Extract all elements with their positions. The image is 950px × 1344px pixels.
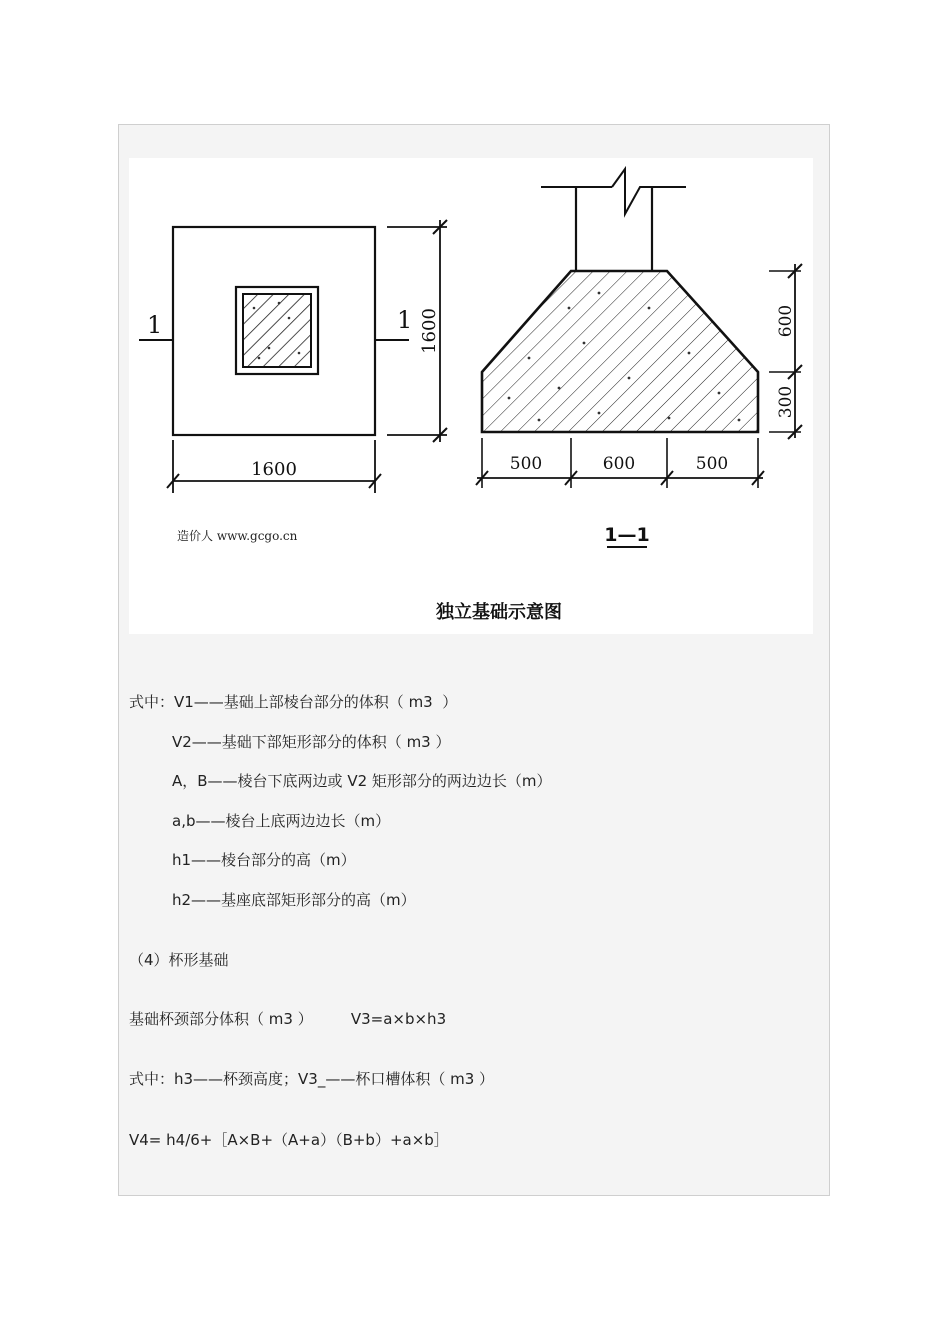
formula-note-ab: A，B——棱台下底两边或 V2 矩形部分的两边边长（m）: [172, 772, 552, 790]
content-panel: [118, 124, 830, 1196]
section-view: [476, 169, 802, 547]
dim-500-right: 500: [695, 454, 729, 474]
plan-width-dim: 1600: [251, 459, 297, 480]
section-mark-left: 1: [147, 311, 163, 339]
watermark: 造价人 www.gcgo.cn: [177, 529, 298, 543]
figure-caption: 独立基础示意图: [436, 602, 562, 623]
dim-500-left: 500: [509, 454, 543, 474]
formula-note-h3: 式中：h3——杯颈高度；V3_——杯口槽体积（ m3 ）: [129, 1070, 495, 1088]
column-hatch: [243, 294, 311, 367]
section-heading-cup-foundation: （4）杯形基础: [129, 951, 229, 969]
formula-note-v2: V2——基础下部矩形部分的体积（ m3 ）: [172, 733, 451, 751]
formula-note-h1: h1——棱台部分的高（m）: [172, 851, 356, 869]
section-mark-right: 1: [397, 306, 413, 334]
dim-600-bottom: 600: [602, 454, 636, 474]
plan-view: [139, 220, 447, 493]
formula-note-a-b: a,b——棱台上底两边边长（m）: [172, 812, 391, 830]
plan-height-dim: 1600: [419, 308, 440, 354]
section-label: 1—1: [604, 524, 650, 546]
dim-600-vertical: 600: [776, 304, 796, 338]
formula-v3: 基础杯颈部分体积（ m3 ） V3=a×b×h3: [129, 1010, 447, 1028]
footing-hatch: [482, 271, 758, 432]
foundation-figure: [129, 158, 813, 634]
foundation-diagram: [129, 158, 813, 634]
formula-note-v1: 式中：V1——基础上部棱台部分的体积（ m3 ）: [129, 693, 458, 711]
dim-300-vertical: 300: [776, 385, 796, 419]
formula-v4: V4= h4/6+［A×B+（A+a）（B+b）+a×b］: [129, 1131, 449, 1149]
formula-note-h2: h2——基座底部矩形部分的高（m）: [172, 891, 416, 909]
